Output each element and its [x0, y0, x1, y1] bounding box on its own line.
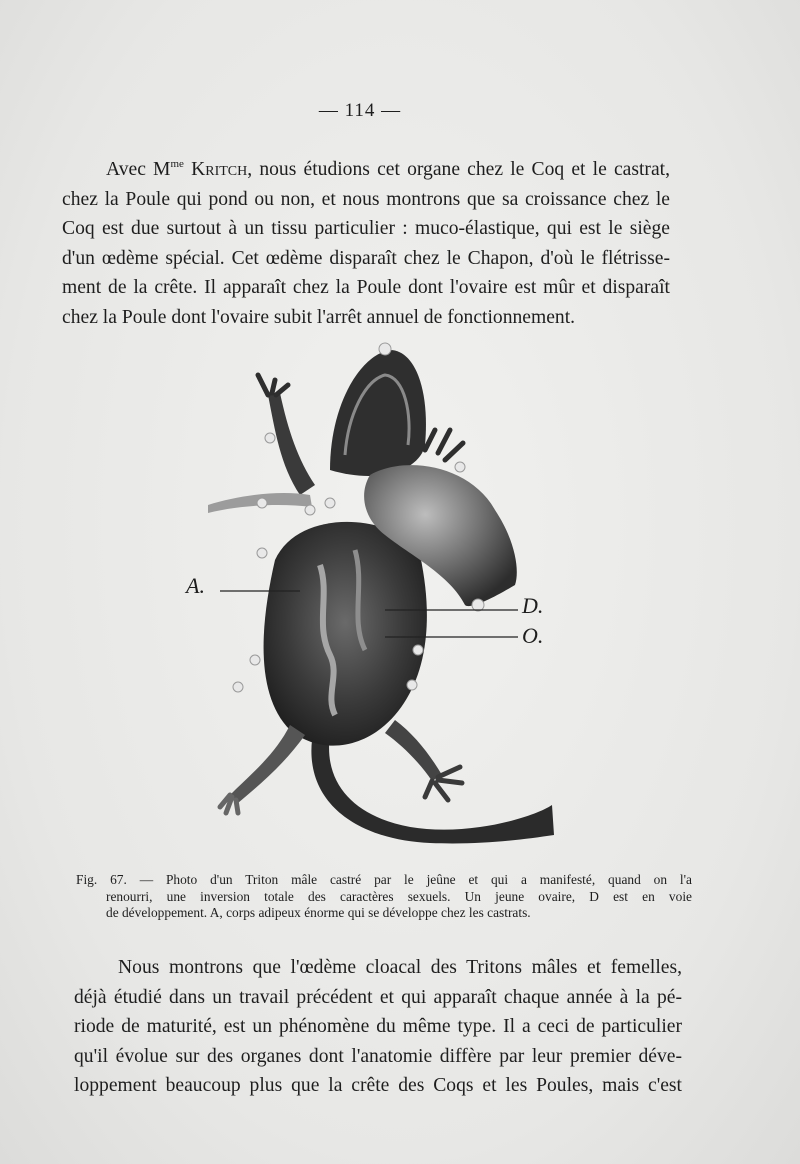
paragraph-line: riode de maturité, est un phénomène du même type. Il a ceci de particulier — [74, 1016, 682, 1037]
paragraph-line: d'un œdème spécial. Cet œdème disparaît chez le Chapon, d'où le flétrisse- — [62, 247, 670, 269]
paragraph-line: chez la Poule dont l'ovaire subit l'arrêt annuel de fonctionnement. — [62, 306, 576, 328]
paragraph-top — [62, 150, 670, 332]
line-text: , nous étudions cet organe chez le Coq et le castrat, — [247, 159, 670, 180]
caption-line: Fig. 67. — Photo d'un Triton mâle castré par le jeûne et qui a manifesté, quand on l'a — [76, 872, 692, 887]
line-text: Avec M — [106, 159, 171, 180]
page-number: — 114 — — [318, 100, 402, 121]
newt-photograph — [180, 335, 600, 855]
label-d: D. — [522, 593, 544, 618]
paragraph-line: chez la Poule qui pond ou non, et nous montrons que sa croissance chez le — [62, 188, 670, 210]
paragraph-line — [62, 150, 670, 185]
paragraph-line: loppement beaucoup plus que la crête des Coqs et les Poules, mais c'est — [74, 1075, 682, 1096]
label-a: A. — [186, 573, 205, 598]
caption-line: renourri, une inversion totale des caractères sexuels. Un jeune ovaire, D est en voie — [106, 888, 692, 904]
label-o: O. — [522, 623, 544, 648]
paragraph-bottom — [74, 953, 682, 1101]
title-superscript: me — [170, 158, 184, 170]
paragraph-line: Coq est due surtout à un tissu particulier : muco-élastique, qui est le siège — [62, 218, 670, 239]
figure-caption — [76, 872, 692, 922]
paragraph-line: déjà étudié dans un travail précédent et qui apparaît chaque année à la pé- — [74, 986, 682, 1008]
paragraph-line: qu'il évolue sur des organes dont l'anatomie diffère par leur premier déve- — [74, 1045, 682, 1067]
paragraph-line: Nous montrons que l'œdème cloacal des Tritons mâles et femelles, — [118, 957, 682, 978]
paragraph-line: ment de la crête. Il apparaît chez la Poule dont l'ovaire est mûr et disparaît — [62, 277, 670, 298]
author-name: Kritch — [191, 159, 248, 180]
caption-line: de développement. A, corps adipeux énorme qui se développe chez les castrats. — [106, 905, 531, 920]
